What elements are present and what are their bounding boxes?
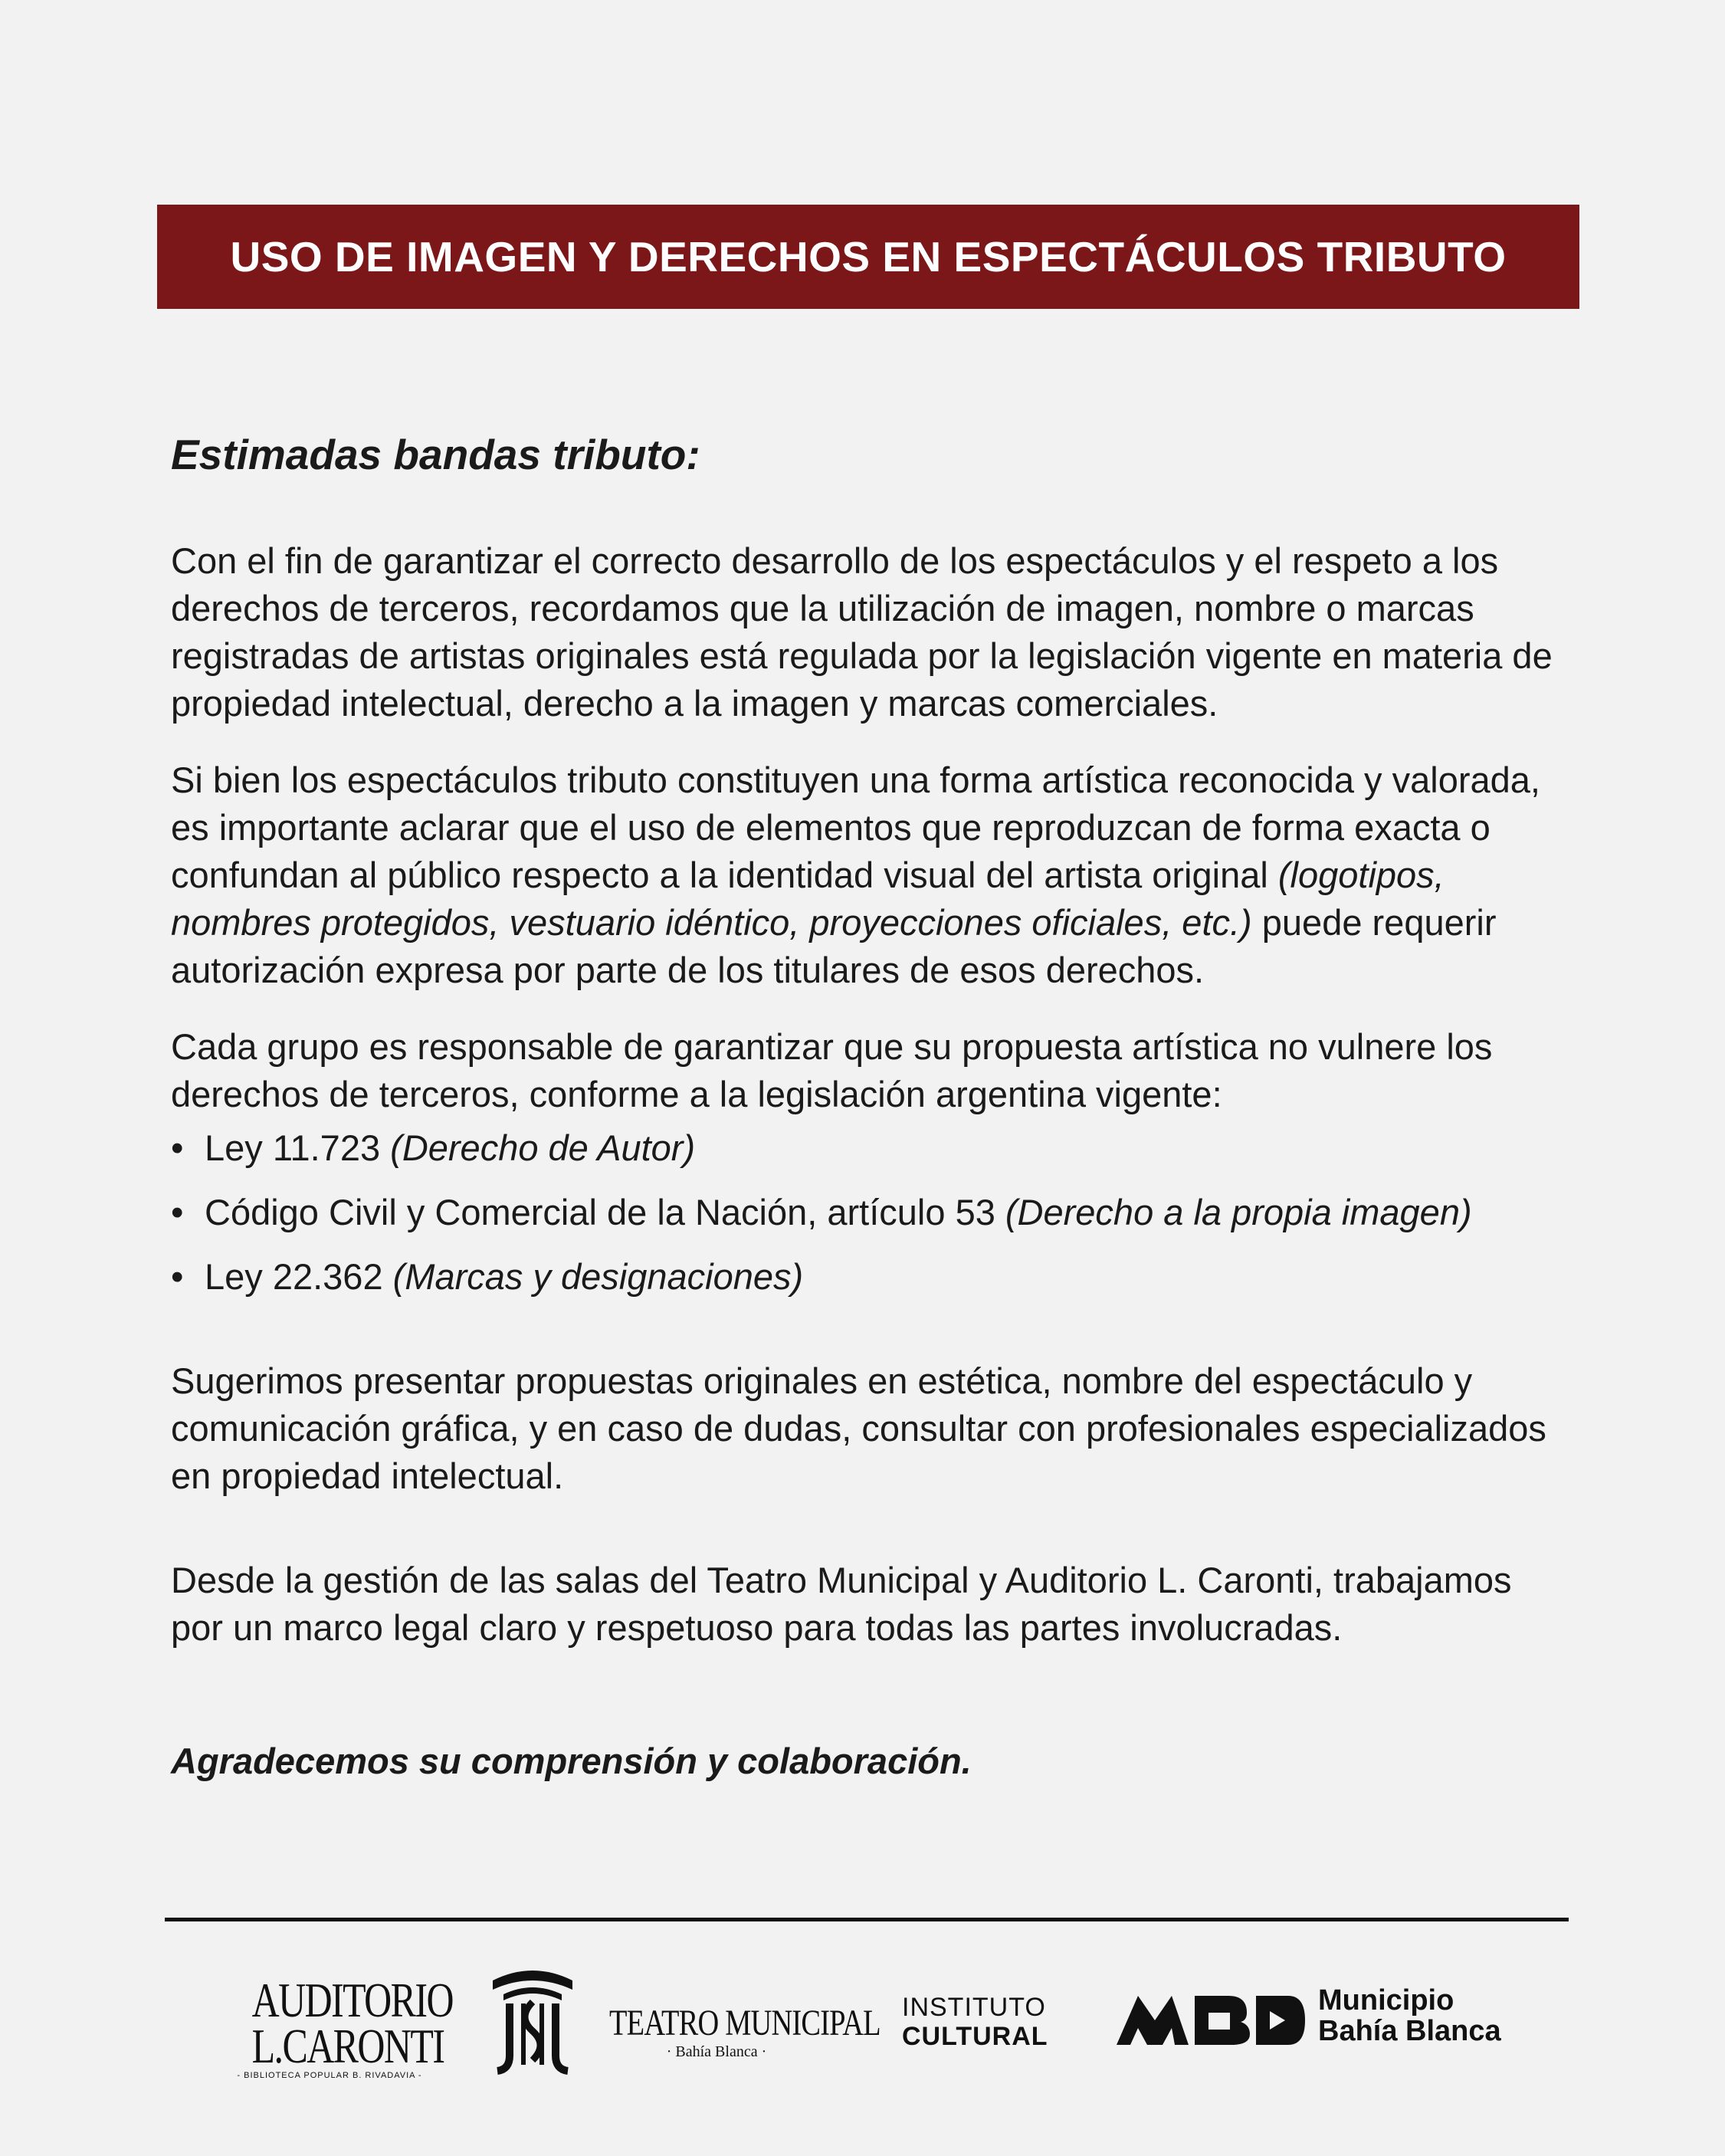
auditorio-logo-line3: - BIBLIOTECA POPULAR B. RIVADAVIA -: [237, 2071, 422, 2080]
law-note: (Derecho de Autor): [390, 1127, 696, 1168]
law-note: (Derecho a la propia imagen): [1005, 1192, 1472, 1232]
teatro-logo: [487, 1964, 881, 2079]
municipio-emblem-icon: [1115, 1990, 1307, 2051]
paragraph-management: Desde la gestión de las salas del Teatro Municipal y Auditorio L. Caronti, trabajamos por un marco legal claro y respetuoso para todas las partes involucradas.: [171, 1560, 1512, 1648]
municipio-logo-line2: Bahía Blanca: [1318, 2015, 1501, 2047]
teatro-logo-line1: TEATRO MUNICIPAL: [609, 2003, 881, 2043]
law-name: Ley 11.723: [205, 1127, 381, 1168]
auditorio-logo-line2: L.CARONTI: [251, 2019, 444, 2073]
greeting: Estimadas bandas tributo:: [171, 431, 700, 478]
law-note: (Marcas y designaciones): [392, 1256, 804, 1297]
bullet: •: [171, 1192, 184, 1232]
municipio-logo-text: [1318, 1985, 1501, 2046]
closing-line: Agradecemos su comprensión y colaboración.: [171, 1741, 972, 1781]
page-title: USO DE IMAGEN Y DERECHOS EN ESPECTÁCULOS TRIBUTO: [230, 233, 1507, 281]
list-item: [171, 1189, 1573, 1236]
teatro-emblem-icon: [487, 1964, 579, 2079]
municipio-logo: [1115, 1985, 1544, 2054]
list-item: [171, 1253, 1573, 1301]
footer-divider: [165, 1918, 1569, 1921]
teatro-logo-text: [582, 2003, 881, 2060]
letter-body: [171, 425, 1573, 1785]
instituto-logo-line2: CULTURAL: [902, 2022, 1048, 2051]
paragraph-suggestion: Sugerimos presentar propuestas originales en estética, nombre del espectáculo y comunicación gráfica, y en caso de dudas, consultar con profesionales especializados en propiedad intelectual.: [171, 1360, 1546, 1496]
teatro-logo-line2: · Bahía Blanca ·: [666, 2043, 767, 2060]
law-name: Ley 22.362: [205, 1256, 383, 1297]
municipio-logo-line1: Municipio: [1318, 1984, 1454, 2017]
paragraph-tribute-examples: (logotipos, nombres protegidos, vestuario idéntico, proyecciones oficiales, etc.): [171, 855, 1445, 943]
instituto-logo-line1: INSTITUTO: [902, 1993, 1046, 2022]
paragraph-responsibility: Cada grupo es responsable de garantizar que su propuesta artística no vulnere los derechos de terceros, conforme a la legislación argentina vigente:: [171, 1026, 1493, 1114]
header-banner: [157, 205, 1579, 309]
footer-logos: [165, 1954, 1569, 2085]
auditorio-logo-line1: AUDITORIO: [251, 1973, 453, 2027]
laws-list: [171, 1124, 1573, 1301]
bullet: •: [171, 1256, 184, 1297]
list-item: [171, 1124, 1573, 1172]
bullet: •: [171, 1127, 184, 1168]
paragraph-tribute-start: Si bien los espectáculos tributo constituyen una forma artística reconocida y valorada, es importante aclarar que el uso de elementos que reproduzcan de forma exacta o confundan al público respecto a la identidad visual del artista original: [171, 760, 1540, 895]
law-name: Código Civil y Comercial de la Nación, artículo 53: [205, 1192, 995, 1232]
instituto-cultural-logo: [902, 1993, 1048, 2051]
paragraph-intro: Con el fin de garantizar el correcto desarrollo de los espectáculos y el respeto a los derechos de terceros, recordamos que la utilización de imagen, nombre o marcas registradas de artistas originales está regulada por la legislación vigente en materia de propiedad intelectual, derecho a la imagen y marcas comerciales.: [171, 540, 1553, 724]
auditorio-logo: [230, 1973, 453, 2082]
paragraph-tribute: [171, 756, 1573, 994]
paragraph-tribute-end: puede requerir autorización expresa por parte de los titulares de esos derechos.: [171, 902, 1497, 990]
